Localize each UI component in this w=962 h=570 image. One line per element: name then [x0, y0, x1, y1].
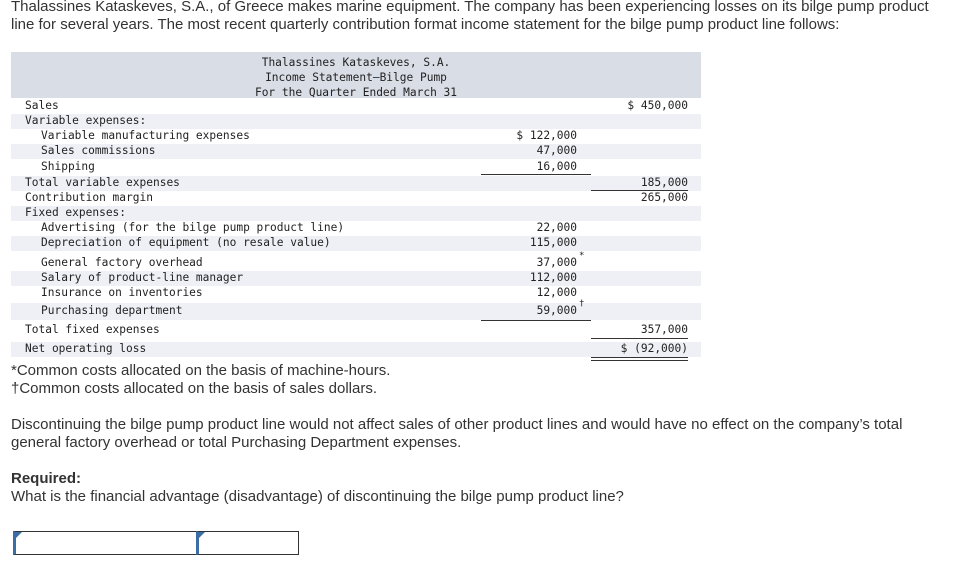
input-corner-marker [199, 532, 205, 538]
row-label: Shipping [41, 160, 95, 173]
assumption-paragraph: Discontinuing the bilge pump product line would not affect sales of other product lines and would have no effect on the company’s total general factory overhead or total Purchasing Department expenses. [11, 416, 903, 451]
table-row [11, 144, 701, 159]
row-value: 265,000 [640, 191, 688, 204]
subtotal-rule [591, 338, 688, 339]
table-row [11, 299, 701, 320]
row-label: Fixed expenses: [25, 206, 127, 219]
row-value: 357,000 [640, 323, 688, 336]
required-question: What is the financial advantage (disadvantage) of discontinuing the bilge pump product line? [11, 488, 624, 505]
table-row [11, 271, 701, 286]
row-value: 12,000 [536, 286, 577, 299]
table-row [11, 342, 701, 357]
row-label: General factory overhead [41, 256, 203, 269]
row-label: Variable manufacturing expenses [41, 129, 250, 142]
row-label: Purchasing department [41, 304, 183, 317]
input-corner-marker [16, 532, 22, 538]
subtotal-rule [481, 174, 591, 175]
row-value: 185,000 [640, 176, 688, 189]
row-label: Net operating loss [25, 342, 147, 355]
row-value: 59,000 [536, 304, 577, 317]
problem-intro: Thalassines Kataskeves, S.A., of Greece makes marine equipment. The company has been experiencing losses on its bilge pump product line for several years. The most recent quarterly contribution format income statement for the bilge pump product line follows: [11, 0, 929, 33]
answer-amount-input[interactable] [196, 531, 299, 555]
table-row [11, 206, 701, 221]
row-label: Sales [25, 99, 59, 112]
table-row [11, 221, 701, 236]
star-mark: * [579, 251, 585, 261]
statement-period: For the Quarter Ended March 31 [254, 86, 458, 99]
row-label: Sales commissions [41, 144, 156, 157]
row-label: Contribution margin [25, 191, 153, 204]
table-row [11, 236, 701, 251]
table-row [11, 251, 701, 271]
income-statement [11, 52, 701, 362]
row-label: Insurance on inventories [41, 286, 203, 299]
row-value: 37,000 [536, 256, 577, 269]
table-row [11, 323, 701, 338]
company-name: Thalassines Kataskeves, S.A. [261, 56, 451, 69]
footnote-dagger: †Common costs allocated on the basis of sales dollars. [11, 380, 378, 397]
total-double-rule [591, 360, 688, 361]
footnote-star: *Common costs allocated on the basis of machine-hours. [11, 362, 391, 379]
table-row [11, 160, 701, 175]
table-row [11, 99, 701, 114]
row-label: Variable expenses: [25, 114, 147, 127]
row-value: $ (92,000) [620, 342, 688, 355]
row-label: Advertising (for the bilge pump product line) [41, 221, 345, 234]
row-label: Salary of product-line manager [41, 271, 244, 284]
table-row [11, 176, 701, 191]
statement-title: Income Statement—Bilge Pump [265, 71, 447, 84]
dagger-mark: † [579, 299, 585, 309]
row-label: Total fixed expenses [25, 323, 160, 336]
row-label: Total variable expenses [25, 176, 180, 189]
row-value: 16,000 [536, 160, 577, 173]
table-row [11, 114, 701, 129]
total-double-rule [591, 357, 688, 358]
row-value: 112,000 [529, 271, 577, 284]
row-value: 22,000 [536, 221, 577, 234]
row-value: $ 122,000 [516, 129, 577, 142]
row-value: 47,000 [536, 144, 577, 157]
answer-label-input[interactable] [13, 531, 200, 555]
subtotal-rule [481, 320, 591, 321]
table-row [11, 191, 701, 206]
table-row [11, 286, 701, 301]
required-heading: Required: [11, 470, 82, 487]
table-row [11, 129, 701, 144]
row-label: Depreciation of equipment (no resale value) [41, 236, 331, 249]
row-value: 115,000 [529, 236, 577, 249]
row-value: $ 450,000 [627, 99, 688, 112]
